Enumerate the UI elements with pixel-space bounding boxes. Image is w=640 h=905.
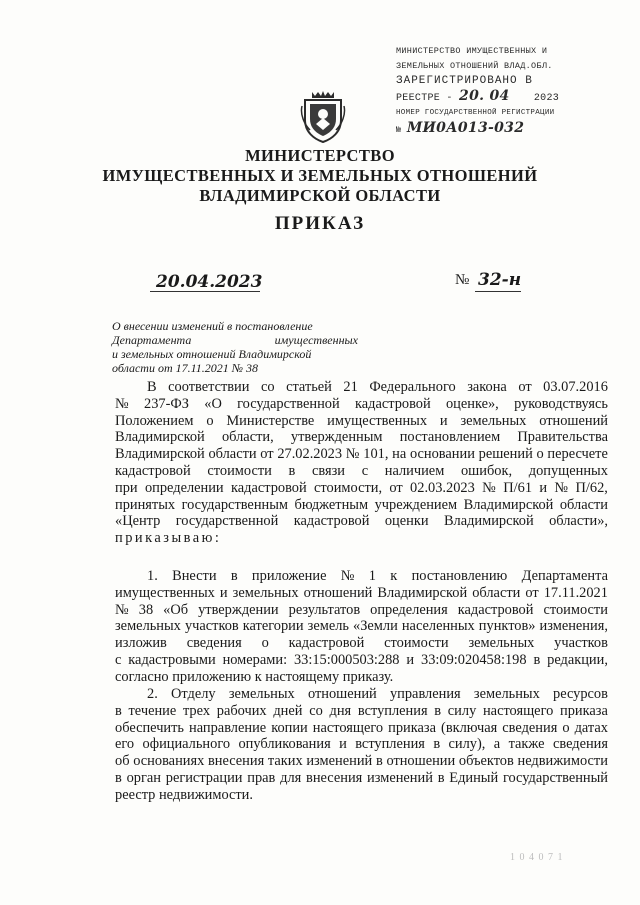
word: недвижимости — [517, 753, 608, 770]
word: вступления — [357, 702, 428, 719]
word: кадастровой — [230, 479, 307, 496]
word: 1. — [147, 568, 158, 584]
word: со — [260, 379, 275, 395]
word: силу — [447, 702, 477, 719]
stamp-line: ЗЕМЕЛЬНЫХ ОТНОШЕНИЙ ВЛАД.ОБЛ. — [396, 61, 553, 71]
word: изменений — [367, 769, 433, 786]
word: 21 — [343, 379, 358, 395]
word: бюджетным — [294, 496, 369, 513]
text-line — [115, 585, 608, 602]
word: земельных — [460, 412, 527, 429]
orders-word: приказываю: — [115, 530, 222, 547]
word: обеспечить — [115, 719, 184, 736]
word: номерами: — [222, 651, 288, 668]
ministry-line: ВЛАДИМИРСКОЙ ОБЛАСТИ — [199, 186, 441, 205]
word: в — [533, 651, 541, 668]
word: сведения — [186, 635, 242, 652]
word: (включая — [441, 719, 498, 736]
word: Федерального — [369, 379, 456, 395]
word: оценки — [384, 513, 429, 530]
word: «Центр — [115, 513, 161, 530]
order-subject — [112, 319, 358, 375]
text-line — [115, 446, 608, 463]
word: Единый — [449, 769, 499, 786]
word: 27.02.2023 — [277, 446, 343, 463]
word: кадастровой — [288, 635, 365, 652]
subject-line: и земельных отношений Владимирской — [112, 347, 312, 361]
word: кадастровой — [293, 513, 370, 530]
word: Владимирской — [443, 513, 534, 530]
text-line — [115, 513, 608, 530]
word: отношений — [539, 412, 608, 429]
word: и — [406, 651, 415, 668]
word: об — [115, 753, 130, 770]
word: результатов — [288, 601, 361, 618]
word: сведения — [502, 719, 558, 736]
word: имущественных — [115, 584, 215, 601]
word: участков — [184, 618, 239, 635]
word: оценке», — [445, 395, 499, 412]
word: в — [230, 568, 238, 584]
order-date: 20.04.2023 — [156, 272, 263, 292]
word: 17.11.2021 — [543, 584, 608, 601]
word: его — [115, 736, 135, 753]
word: руководствуясь — [514, 395, 608, 412]
subject-word: Департамента — [112, 333, 192, 347]
word: земельных — [468, 635, 535, 652]
word: П/61 — [503, 479, 533, 496]
word: № — [482, 479, 496, 496]
word: и — [539, 479, 548, 496]
word: государственной — [175, 513, 279, 530]
word: № — [115, 395, 129, 412]
document-title: ПРИКАЗ — [274, 213, 366, 234]
word: с — [115, 651, 122, 668]
word: в — [115, 769, 122, 786]
word: 38 — [138, 601, 154, 618]
item-2-paragraph — [115, 686, 608, 804]
word: официального — [142, 736, 231, 753]
word: определении — [144, 479, 224, 496]
word: о — [206, 412, 214, 429]
stamp-line — [396, 89, 636, 106]
ministry-line: ИМУЩЕСТВЕННЫХ И ЗЕМЕЛЬНЫХ ОТНОШЕНИЙ — [102, 166, 538, 185]
word: отношений — [303, 584, 373, 601]
word: от — [518, 379, 532, 395]
word: земель — [307, 618, 349, 635]
word: ресурсов — [553, 686, 608, 702]
word: отношений — [307, 686, 377, 702]
word: силу), — [448, 736, 486, 753]
preamble-paragraph — [115, 379, 608, 547]
word: закона — [467, 379, 507, 395]
word: В — [147, 379, 157, 395]
word: рабочих — [216, 702, 267, 719]
word: государственной — [237, 395, 340, 412]
word: к — [390, 568, 398, 584]
word: приказа — [560, 702, 608, 719]
word: о — [562, 719, 570, 736]
stamp-handwritten-date: 20. 04 — [459, 88, 510, 104]
word: области», — [549, 513, 608, 530]
word: 03.07.2016 — [543, 379, 608, 395]
word: земельных — [232, 584, 299, 601]
word: определения — [370, 601, 448, 618]
word: прав — [247, 769, 276, 786]
ministry-name — [0, 146, 640, 206]
word: объектов — [458, 753, 514, 770]
text-line — [115, 770, 608, 787]
word: дня — [329, 702, 352, 719]
word: изложив — [115, 635, 167, 652]
text-line — [115, 463, 608, 480]
ministry-line: МИНИСТЕРСТВО — [245, 146, 395, 165]
word: при — [115, 479, 138, 496]
stamp-registry-label: РЕЕСТРЕ - — [396, 93, 453, 104]
text-line — [115, 635, 608, 652]
word: о — [261, 635, 269, 652]
subject-line — [112, 333, 358, 347]
word: приказа — [388, 719, 436, 736]
word: изменения, — [539, 618, 608, 635]
word: для — [280, 769, 302, 786]
word: Отделу — [171, 686, 216, 702]
word: в — [437, 769, 445, 786]
word: сведения — [552, 736, 608, 753]
word: 1 — [368, 568, 376, 584]
text-line: согласно приложению к настоящему приказу. — [115, 668, 394, 685]
word: пунктов» — [478, 618, 536, 635]
word: с — [361, 462, 369, 479]
word: Владимирской — [463, 496, 554, 513]
word: трех — [182, 702, 211, 719]
word: пересчете — [547, 446, 608, 463]
word: от — [389, 479, 403, 496]
word: 33:15:000503:288 — [293, 651, 400, 668]
word: изменений — [306, 753, 373, 770]
word: Министерстве — [226, 412, 315, 429]
registration-stamp — [396, 44, 636, 138]
word: в — [433, 736, 441, 753]
word: «Об — [163, 601, 189, 618]
word: населенных — [401, 618, 475, 635]
stamp-handwritten-number: МИ0А013-032 — [406, 120, 525, 136]
stamp-line — [396, 121, 636, 138]
word: постановлением — [399, 429, 501, 446]
word: категории — [242, 618, 304, 635]
word: стоимости — [207, 462, 272, 479]
word: № — [554, 479, 569, 496]
word: кадастровыми — [128, 651, 216, 668]
word: Положением — [115, 412, 194, 429]
text-line — [115, 652, 608, 669]
word: в — [375, 753, 383, 770]
word: основании — [409, 446, 475, 463]
word: участков — [554, 635, 608, 652]
word: № — [345, 446, 360, 463]
word: учреждением — [374, 496, 458, 513]
word: статьей — [286, 379, 332, 395]
word: Правительства — [517, 429, 608, 446]
word: № — [115, 601, 129, 618]
word: утвержденным — [290, 429, 383, 446]
word: датах — [574, 719, 608, 736]
word: и — [339, 736, 347, 753]
word: редакции, — [547, 651, 608, 668]
word: Владимирской — [115, 446, 205, 463]
word: 33:09:020458:198 — [421, 651, 527, 668]
word: области, — [221, 429, 274, 446]
word: области — [559, 496, 608, 513]
word: на — [392, 446, 407, 463]
word: отношении — [386, 753, 456, 770]
word: направление — [189, 719, 267, 736]
word: государственным — [181, 496, 289, 513]
word: постановлению — [411, 568, 508, 584]
word: кадастровой — [115, 462, 191, 479]
word: дней — [273, 702, 303, 719]
stamp-line: МИНИСТЕРСТВО ИМУЩЕСТВЕННЫХ И — [396, 46, 548, 56]
text-line — [115, 686, 608, 703]
text-line — [115, 480, 608, 497]
order-number-label: № — [455, 272, 470, 288]
word: течение — [128, 702, 177, 719]
subject-line: О внесении изменений в постановление — [112, 319, 313, 333]
word: со — [309, 702, 323, 719]
word: стоимости — [543, 601, 608, 618]
word: «О — [204, 395, 222, 412]
word: основаниях — [133, 753, 205, 770]
word: о — [536, 446, 544, 463]
text-line — [115, 703, 608, 720]
text-line — [115, 429, 608, 446]
word: кадастровой — [457, 601, 534, 618]
word: Департамента — [521, 568, 608, 584]
stamp-number-label: № — [396, 125, 402, 135]
word: Внести — [172, 568, 217, 584]
text-line: реестр недвижимости. — [115, 786, 253, 803]
word: 101, — [363, 446, 389, 463]
word: наличием — [384, 462, 445, 479]
word: и — [439, 412, 448, 429]
text-line — [115, 413, 608, 430]
order-number: 32-н — [478, 270, 522, 290]
stamp-line: ЗАРЕГИСТРИРОВАНО В — [396, 75, 533, 87]
word: вступления — [355, 736, 425, 753]
stamp-line: НОМЕР ГОСУДАРСТВЕННОЙ РЕГИСТРАЦИИ — [396, 109, 555, 117]
word: земельных — [228, 686, 295, 702]
word: от — [260, 446, 274, 463]
word: в — [115, 702, 122, 719]
word: допущенных — [528, 462, 608, 479]
word: в — [288, 462, 296, 479]
word: 237-ФЗ — [144, 395, 189, 412]
word: П/62, — [575, 479, 608, 496]
word: решений — [478, 446, 533, 463]
word: таких — [267, 753, 303, 770]
word: 02.03.2023 — [410, 479, 475, 496]
subject-word: имущественных — [274, 333, 358, 347]
word: управления — [389, 686, 461, 702]
word: имущественных — [327, 412, 428, 429]
word: 2. — [147, 686, 158, 702]
text-line — [115, 736, 608, 753]
text-line — [115, 753, 608, 770]
stamp-year: 2023 — [533, 93, 560, 104]
text-line — [115, 396, 608, 413]
word: «Земли — [353, 618, 398, 635]
text-line — [115, 379, 608, 396]
word: № — [340, 568, 355, 584]
item-1-paragraph — [115, 568, 608, 686]
word: в — [434, 702, 442, 719]
word: государственный — [502, 769, 608, 786]
word: принятых — [115, 496, 176, 513]
word: и — [219, 584, 228, 601]
text-line — [115, 497, 608, 514]
subject-line: области от 17.11.2021 № 38 — [112, 361, 259, 375]
word: регистрации — [165, 769, 243, 786]
word: настоящего — [312, 719, 384, 736]
word: земельных — [115, 618, 181, 635]
text-line — [115, 720, 608, 737]
word: соответствии — [168, 379, 250, 395]
text-line — [115, 618, 608, 635]
word: Владимирской — [115, 429, 205, 446]
text-line — [115, 568, 608, 585]
word: стоимости, — [314, 479, 383, 496]
coat-of-arms-emblem — [300, 88, 346, 144]
word: утверждении — [198, 601, 279, 618]
word: стоимости — [384, 635, 449, 652]
word: кадастровой — [354, 395, 431, 412]
word: копии — [271, 719, 308, 736]
scan-footer-mark: 1 0 4 0 7 1 — [510, 852, 564, 863]
word: ошибок, — [460, 462, 513, 479]
word: области — [472, 584, 521, 601]
word: а — [493, 736, 501, 753]
word: связи — [312, 462, 345, 479]
word: также — [508, 736, 545, 753]
word: области — [208, 446, 257, 463]
word: опубликования — [238, 736, 331, 753]
word: внесения — [306, 769, 363, 786]
word: Владимирской — [377, 584, 468, 601]
text-line — [115, 602, 608, 619]
word: земельных — [473, 686, 540, 702]
word: внесения — [207, 753, 265, 770]
word: настоящего — [482, 702, 554, 719]
word: приложение — [251, 568, 327, 584]
word: орган — [126, 769, 161, 786]
word: от — [525, 584, 539, 601]
